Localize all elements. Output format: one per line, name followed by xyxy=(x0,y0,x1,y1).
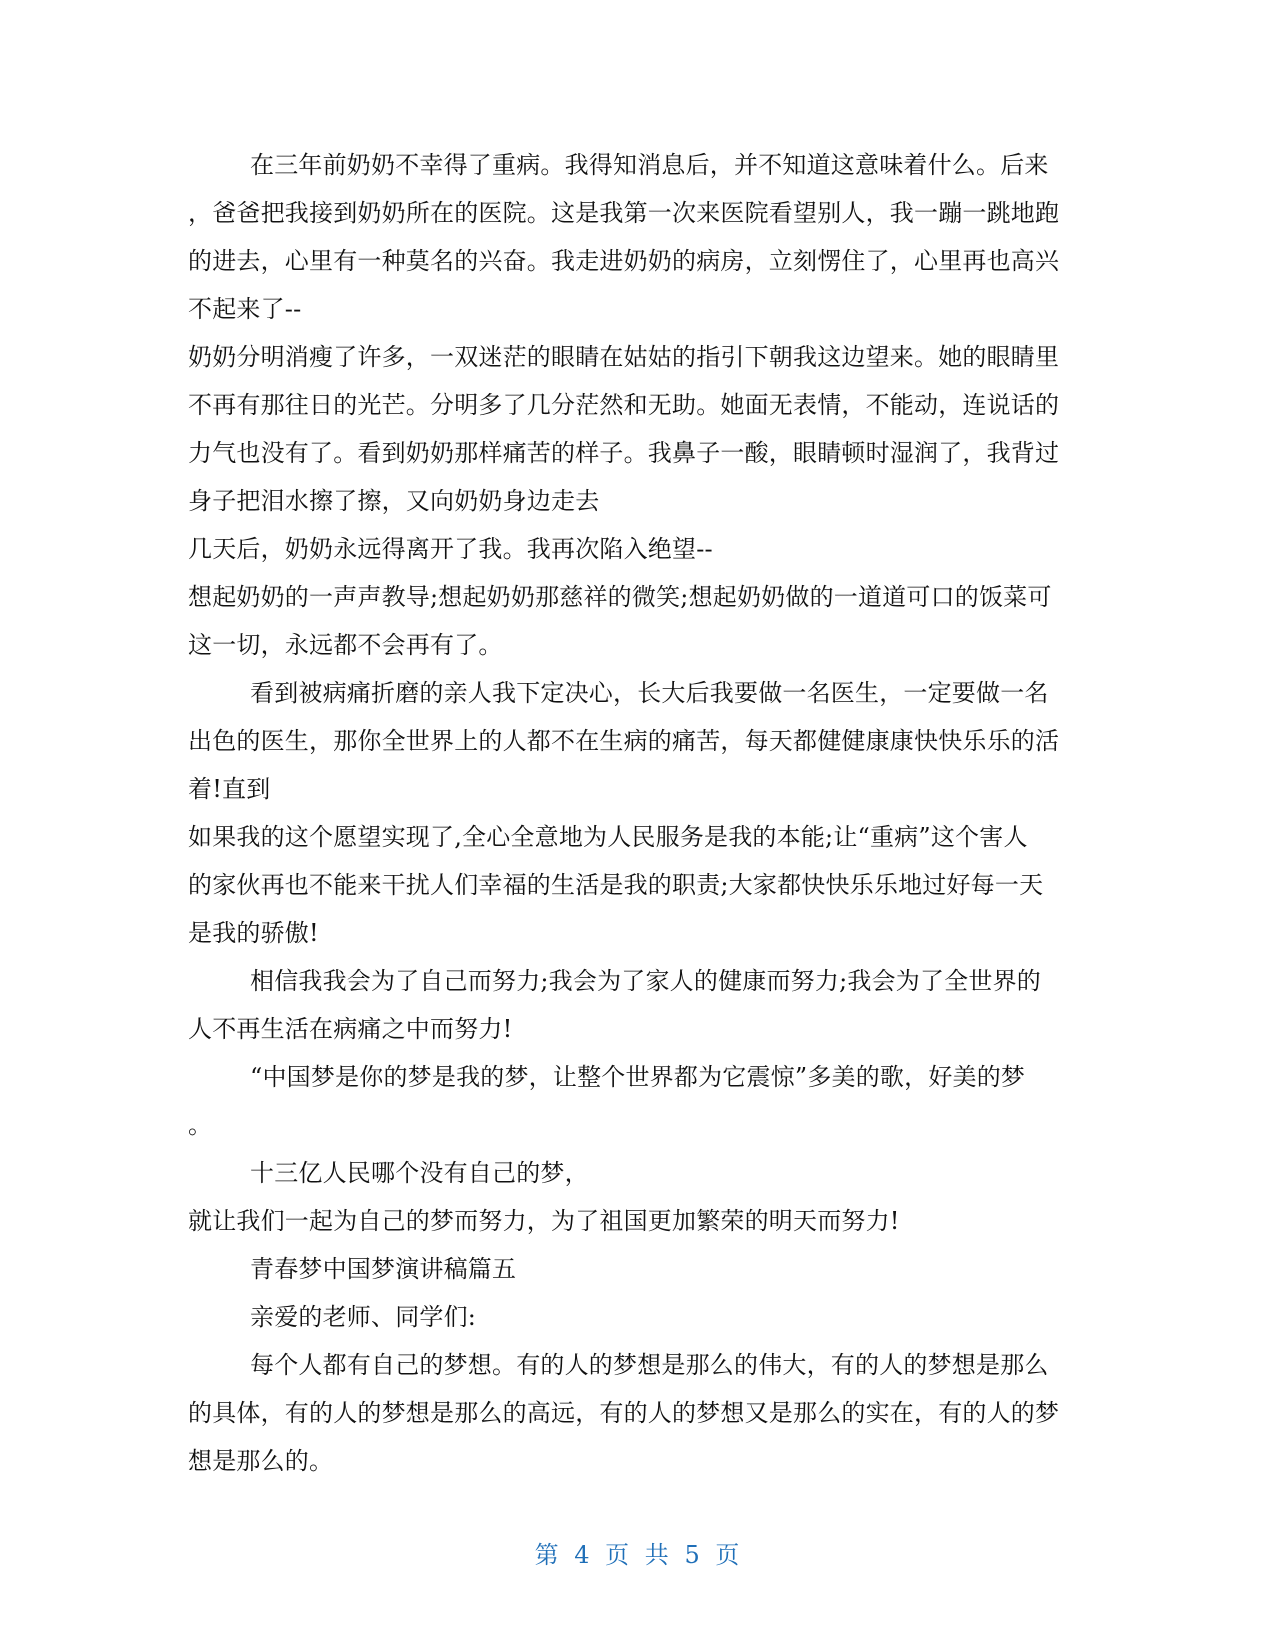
text-line: 这一切，永远都不会再有了。 xyxy=(188,631,503,659)
text-line: 出色的医生，那你全世界上的人都不在生病的痛苦，每天都健健康康快快乐乐的活 xyxy=(188,727,1060,755)
text-line: 的具体，有的人的梦想是那么的高远，有的人的梦想又是那么的实在，有的人的梦 xyxy=(188,1399,1060,1427)
text-line: 力气也没有了。看到奶奶那样痛苦的样子。我鼻子一酸，眼睛顿时湿润了，我背过 xyxy=(188,439,1060,467)
text-line: 十三亿人民哪个没有自己的梦， xyxy=(250,1159,589,1187)
salutation: 亲爱的老师、同学们: xyxy=(250,1303,477,1331)
text-line: 的进去，心里有一种莫名的兴奋。我走进奶奶的病房，立刻愣住了，心里再也高兴 xyxy=(188,247,1060,275)
text-line: 奶奶分明消瘦了许多，一双迷茫的眼睛在姑姑的指引下朝我这边望来。她的眼睛里 xyxy=(188,343,1060,371)
text-line: ，爸爸把我接到奶奶所在的医院。这是我第一次来医院看望别人，我一蹦一跳地跑 xyxy=(188,199,1060,227)
text-line: 身子把泪水擦了擦，又向奶奶身边走去 xyxy=(188,487,600,515)
text-line: 想起奶奶的一声声教导;想起奶奶那慈祥的微笑;想起奶奶做的一道道可口的饭菜可 xyxy=(188,583,1052,611)
section-heading: 青春梦中国梦演讲稿篇五 xyxy=(250,1255,517,1283)
text-line: 着!直到 xyxy=(188,775,271,803)
text-line: 几天后，奶奶永远得离开了我。我再次陷入绝望-- xyxy=(188,535,713,563)
document-body xyxy=(188,141,1088,1485)
text-line: 就让我们一起为自己的梦而努力，为了祖国更加繁荣的明天而努力! xyxy=(188,1207,900,1235)
text-line: 如果我的这个愿望实现了,全心全意地为人民服务是我的本能;让“重病”这个害人 xyxy=(188,823,1028,851)
text-line: 的家伙再也不能来干扰人们幸福的生活是我的职责;大家都快快乐乐地过好每一天 xyxy=(188,871,1044,899)
page-number-footer: 第 4 页 共 5 页 xyxy=(534,1541,741,1569)
text-line: 想是那么的。 xyxy=(188,1447,334,1475)
text-line: 人不再生活在病痛之中而努力! xyxy=(188,1015,513,1043)
text-line: 在三年前奶奶不幸得了重病。我得知消息后，并不知道这意味着什么。后来 xyxy=(250,151,1049,179)
text-line: 。 xyxy=(188,1111,213,1139)
text-line: 是我的骄傲! xyxy=(188,919,319,947)
text-line: 每个人都有自己的梦想。有的人的梦想是那么的伟大，有的人的梦想是那么 xyxy=(250,1351,1049,1379)
text-line: 不起来了-- xyxy=(188,295,302,323)
text-line: 不再有那往日的光芒。分明多了几分茫然和无助。她面无表情，不能动，连说话的 xyxy=(188,391,1060,419)
text-line: “中国梦是你的梦是我的梦，让整个世界都为它震惊”多美的歌，好美的梦 xyxy=(250,1063,1026,1091)
text-line: 相信我我会为了自己而努力;我会为了家人的健康而努力;我会为了全世界的 xyxy=(250,967,1041,995)
text-line: 看到被病痛折磨的亲人我下定决心，长大后我要做一名医生，一定要做一名 xyxy=(250,679,1049,707)
